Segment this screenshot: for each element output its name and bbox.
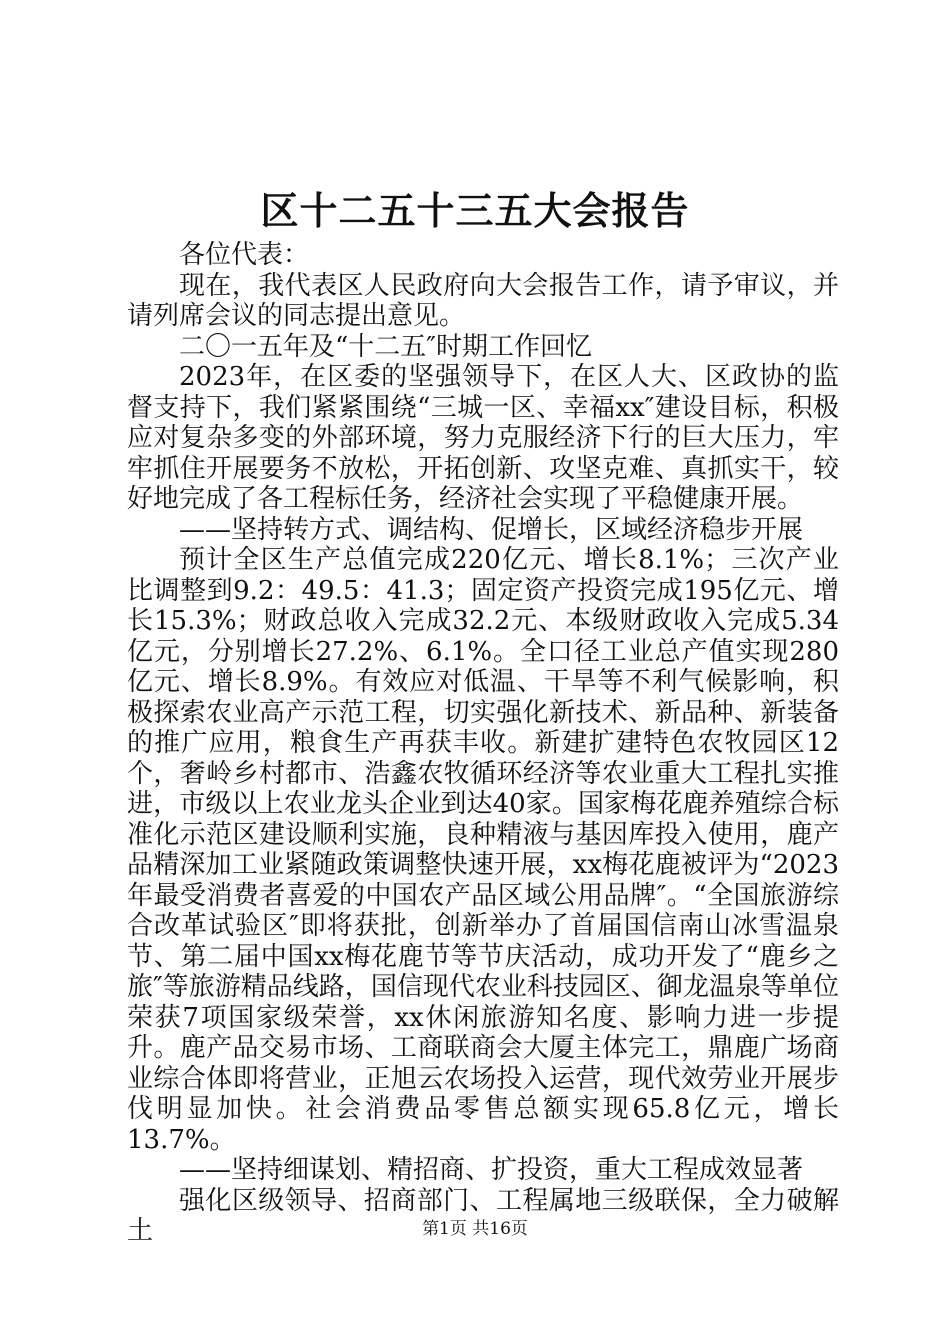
overview-paragraph: 2023年，在区委的坚强领导下，在区人大、区政协的监督支持下，我们紧紧围绕“三城一区、幸福xx″建设目标，积极应对复杂多变的外部环境，努力克服经济下行的巨大压力，牢牢抓住开展要务不放松，开拓创新、攻坚克难、真抓实干，较好地完成了各工程标任务，经济社会实现了平稳健康开展。: [127, 362, 839, 514]
subsection-heading-economy: ——坚持转方式、调结构、促增长，区域经济稳步开展: [179, 514, 804, 545]
projects-paragraph: 强化区级领导、招商部门、工程属地三级联保，全力破解土: [127, 1185, 839, 1246]
subsection-heading-projects: ——坚持细谋划、精招商、扩投资，重大工程成效显著: [179, 1155, 804, 1185]
section-heading: 二〇一五年及“十二五″时期工作回忆: [179, 331, 593, 362]
page-number-footer: 第1页 共16页: [422, 1219, 528, 1239]
document-title: 区十二五十三五大会报告: [260, 188, 690, 233]
salutation-paragraph: 各位代表：: [179, 240, 310, 270]
intro-paragraph: 现在，我代表区人民政府向大会报告工作，请予审议，并请列席会议的同志提出意见。: [127, 270, 839, 331]
economy-paragraph: 预计全区生产总值完成220亿元、增长8.1%；三次产业比调整到9.2：49.5：41.3；固定资产投资完成195亿元、增长15.3%；财政总收入完成32.2元、本级财政收入完成5.34亿元，分别增长27.2%、6.1%。全口径工业总产值实现280亿元、增长8.9%。有效应对低温、干旱等不利气候影响，积极探索农业高产示范工程，切实强化新技术、新品种、新装备的推广应用，粮食生产再获丰收。新建扩建特色农牧园区12个，奢岭乡村都市、浩鑫农牧循环经济等农业重大工程扎实推进，市级以上农业龙头企业到达40家。国家梅花鹿养殖综合标准化示范区建设顺利实施，良种精液与基因库投入使用，鹿产品精深加工业紧随政策调整快速开展，xx梅花鹿被评为“2023年最受消费者喜爱的中国农产品区域公用品牌″。“全国旅游综合改革试验区″即将获批，创新举办了首届国信南山冰雪温泉节、第二届中国xx梅花鹿节等节庆活动，成功开发了“鹿乡之旅″等旅游精品线路，国信现代农业科技园区、御龙温泉等单位荣获7项国家级荣誉，xx休闲旅游知名度、影响力进一步提升。鹿产品交易市场、工商联商会大厦主体完工，鼎鹿广场商业综合体即将营业，正旭云农场投入运营，现代效劳业开展步伐明显加快。社会消费品零售总额实现65.8亿元，增长13.7%。: [127, 545, 839, 1155]
document-body: [127, 240, 839, 1247]
